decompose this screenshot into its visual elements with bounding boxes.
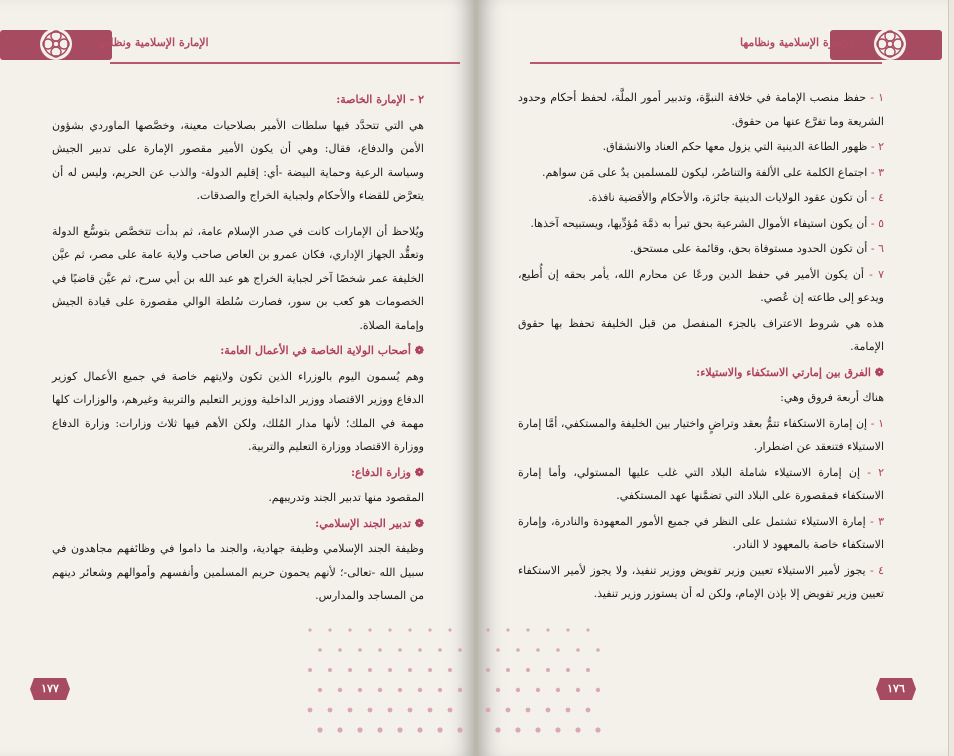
item-number: ٥ - [870, 216, 884, 230]
page-edge [948, 0, 954, 756]
left-page-text [52, 88, 424, 610]
list-item: ١ - حفظ منصب الإمامة في خلافة النبوَّة، وتدبير أمور الملَّة، لحفظ أحكام وحدود الشريعة وما تفرَّع عنها من حقوق. [518, 91, 884, 128]
item-number: ٧ - [869, 267, 884, 281]
decorative-dot-pattern [300, 610, 470, 756]
list-item: ٤ - يجوز لأمير الاستيلاء تعيين وزير تفويض ووزير تنفيذ، ولا يجوز لأمير الاستكفاء تعيين وزير تفويض إلا بإذن الإمام، ولكن له أن يستوزر وزير تنفيذ. [518, 563, 885, 600]
section-heading: ❁ تدبير الجند الإسلامي: [315, 516, 424, 530]
section-heading: ❁ وزارة الدفاع: [350, 465, 424, 479]
decorative-dot-pattern [478, 610, 628, 756]
page-number: ١٧٧ [41, 682, 59, 695]
list-item: ٣ - إمارة الاستيلاء تشتمل على النظر في جميع الأمور المعهودة والنادرة، وإمارة الاستكفاء خاصة بالمعهود لا النادر. [518, 514, 884, 551]
right-header [490, 26, 934, 64]
list-item: ١ - إن إمارة الاستكفاء تتمُّ بعقد وتراضٍ واختيار بين الخليفة والمستكفي، أمَّا إمارة الاستيلاء فتنعقد عن اضطرار. [518, 416, 885, 453]
rosette-icon [38, 26, 74, 62]
item-number: ٣ - [870, 165, 884, 179]
paragraph: وظيفة الجند الإسلامي وظيفة جهادية، والجند ما داموا في وظائفهم مجاهدون في سبيل الله -تعالى-؛ لأنهم يحمون حريم المسلمين وأنفسهم وأموالهم وشعائر دينهم من المساجد والمدارس. [52, 542, 424, 602]
paragraph: هذه هي شروط الاعتراف بالجزء المنفصل من قبل الخليفة تحفظ بها حقوق الإمامة. [518, 316, 884, 353]
list-item: ٣ - اجتماع الكلمة على الألفة والتناصُر، ليكون للمسلمين يدٌ على مَن سواهم. [541, 165, 884, 179]
left-page [0, 0, 474, 756]
item-number: ١ - [870, 416, 885, 430]
running-header-title: الإمارة الإسلامية ونظامها [740, 36, 853, 49]
list-item: ٦ - أن تكون الحدود مستوفاة بحق، وقائمة على مستحق. [629, 242, 884, 255]
paragraph: هي التي تتحدَّد فيها سلطات الأمير بصلاحيات معينة، وخصَّصها الماوردي بشؤون الأمن والدفاع، فقال: وهي أن يكون الأمير مقصور الإمارة على تدبير الجيش وسياسة الرعية وحماية البيضة -أي: إقليم الدولة- والذب عن الحريم، وليس له أن يتعرَّض للقضاء والأحكام ولجباية الخراج والصدقات. [52, 118, 424, 202]
item-number: ٣ - [870, 514, 884, 528]
left-header [0, 26, 466, 64]
running-header-title: الإمارة الإسلامية ونظامها [96, 36, 209, 49]
page-number-badge [876, 678, 916, 700]
list-item: ٢ - ظهور الطاعة الدينية التي يزول معها حكم العناد والانشقاق. [602, 140, 884, 153]
section-heading: ❁ الفرق بين إمارتي الاستكفاء والاستيلاء: [696, 365, 884, 379]
paragraph: وهم يُسمون اليوم بالوزراء الذين تكون ولايتهم خاصة في جميع الأعمال كوزير الدفاع ووزير الاقتصاد ووزير الداخلية ووزير التعليم والتربية وغيرهم، والوزارات كلها مهمة في الملك؛ لأنها مدار المُلك، ولكن الأهم فيها ثلاث وزارات: وزارة الدفاع ووزارة الاقتصاد ووزارة التعليم والتربية. [52, 369, 424, 453]
header-rule [110, 62, 460, 64]
item-number: ٤ - [870, 191, 884, 204]
list-item: ٢ - إن إمارة الاستيلاء شاملة البلاد التي غلب عليها المستولي، وأما إمارة الاستكفاء فمقصورة على البلاد التي تضمَّنها عهد المستكفي. [518, 465, 884, 502]
paragraph: المقصود منها تدبير الجند وتدريبهم. [268, 491, 424, 504]
list-item: ٧ - أن يكون الأمير في حفظ الدين ورعًا عن محارم الله، يأمر بحقه إن أُطيع، ويدعو إلى طاعته إن عُصي. [518, 267, 884, 304]
rosette-icon [872, 26, 908, 62]
item-number: ٤ - [870, 563, 885, 577]
page-number: ١٧٦ [887, 682, 905, 695]
page-number-badge [30, 678, 70, 700]
item-number: ٦ - [870, 242, 884, 255]
right-page-text [518, 86, 884, 608]
section-heading: ٢ - الإمارة الخاصة: [336, 93, 424, 106]
paragraph: ويُلاحظ أن الإمارات كانت في صدر الإسلام عامة، ثم بدأت تتخصَّص بتوسُّع الدولة وتعقُّد الجهاز الإداري، فكان عمرو بن العاص صاحب ولاية عامة على مصر، ثم عيَّن الخليفة عمر شخصًا آخر لجباية الخراج هو عبد الله بن أبي سرح، ثم عيَّن قاضيًا في الخصومات هو كعب بن سور، فصارت سُلطة الوالي مقصورة على قيادة الجيش وإمامة الصلاة. [52, 224, 424, 332]
right-page [478, 0, 948, 756]
header-rule [530, 62, 882, 64]
list-item: ٤ - أن تكون عقود الولايات الدينية جائزة، والأحكام والأقضية نافذة. [588, 191, 884, 204]
section-heading: ❁ أصحاب الولاية الخاصة في الأعمال العامة: [220, 344, 424, 357]
item-number: ٢ - [867, 465, 884, 479]
paragraph: هناك أربعة فروق وهي: [780, 391, 884, 404]
item-number: ٢ - [870, 140, 884, 153]
list-item: ٥ - أن يكون استيفاء الأموال الشرعية بحق تبرأ به ذمَّة مُؤدِّيها، ويستبيحه آخذها. [530, 216, 884, 230]
item-number: ١ - [870, 91, 884, 104]
